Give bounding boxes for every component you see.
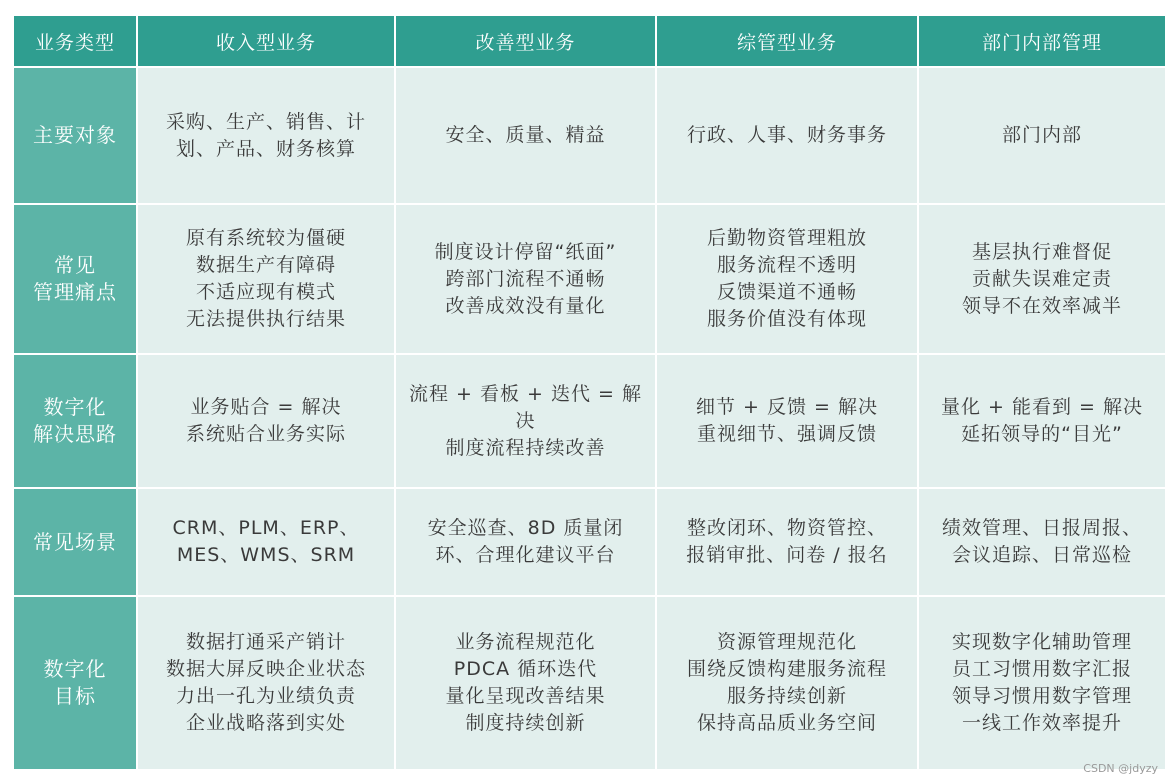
table-cell: 制度设计停留“纸面” 跨部门流程不通畅 改善成效没有量化	[396, 205, 655, 353]
column-header: 综管型业务	[657, 16, 917, 66]
table-cell: 整改闭环、物资管控、 报销审批、问卷 / 报名	[657, 489, 917, 595]
row-header: 常见场景	[14, 489, 136, 595]
row-header: 常见 管理痛点	[14, 205, 136, 353]
table-cell: 业务贴合 = 解决 系统贴合业务实际	[138, 355, 394, 487]
table-cell: 量化 + 能看到 = 解决 延拓领导的“目光”	[919, 355, 1165, 487]
table-cell: 数据打通采产销计 数据大屏反映企业状态 力出一孔为业绩负责 企业战略落到实处	[138, 597, 394, 769]
column-header: 部门内部管理	[919, 16, 1165, 66]
table-cell: 资源管理规范化 围绕反馈构建服务流程 服务持续创新 保持高品质业务空间	[657, 597, 917, 769]
watermark: CSDN @jdyzy	[1083, 762, 1158, 775]
table-cell: 安全、质量、精益	[396, 68, 655, 203]
column-header: 改善型业务	[396, 16, 655, 66]
comparison-table	[14, 16, 1157, 759]
table-cell: 流程 + 看板 + 迭代 = 解决 制度流程持续改善	[396, 355, 655, 487]
table-cell: 业务流程规范化 PDCA 循环迭代 量化呈现改善结果 制度持续创新	[396, 597, 655, 769]
table-cell: CRM、PLM、ERP、 MES、WMS、SRM	[138, 489, 394, 595]
table-cell: 行政、人事、财务事务	[657, 68, 917, 203]
table-cell: 部门内部	[919, 68, 1165, 203]
table-cell: 实现数字化辅助管理 员工习惯用数字汇报 领导习惯用数字管理 一线工作效率提升	[919, 597, 1165, 769]
row-header: 数字化 目标	[14, 597, 136, 769]
table-cell: 后勤物资管理粗放 服务流程不透明 反馈渠道不通畅 服务价值没有体现	[657, 205, 917, 353]
column-header: 收入型业务	[138, 16, 394, 66]
row-header: 数字化 解决思路	[14, 355, 136, 487]
table-cell: 安全巡查、8D 质量闭 环、合理化建议平台	[396, 489, 655, 595]
table-cell: 绩效管理、日报周报、 会议追踪、日常巡检	[919, 489, 1165, 595]
table-cell: 细节 + 反馈 = 解决 重视细节、强调反馈	[657, 355, 917, 487]
row-header: 主要对象	[14, 68, 136, 203]
table-cell: 采购、生产、销售、计 划、产品、财务核算	[138, 68, 394, 203]
table-cell: 基层执行难督促 贡献失误难定责 领导不在效率减半	[919, 205, 1165, 353]
header-corner: 业务类型	[14, 16, 136, 66]
table-cell: 原有系统较为僵硬 数据生产有障碍 不适应现有模式 无法提供执行结果	[138, 205, 394, 353]
